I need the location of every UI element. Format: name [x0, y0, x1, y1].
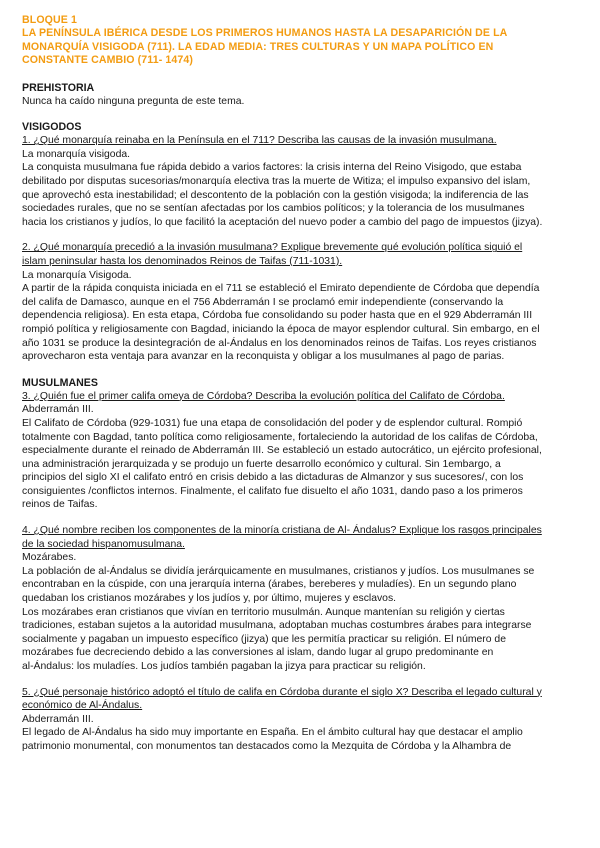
answer-line: mozárabes fue decreciendo debido a las conversiones al islam, dando lugar al grupo predominante en	[22, 647, 494, 659]
answer-4	[22, 565, 582, 674]
answer-line: El Califato de Córdoba (929-1031) fue una etapa de consolidación del poder y de esplendor cultural. Rompió	[22, 417, 523, 429]
answer-line: La población de al-Ándalus se dividía jerárquicamente en musulmanes, cristianos y judíos. Los musulmanes se	[22, 565, 535, 577]
answer-5	[22, 726, 582, 753]
answer-line: patrimonio monumental, con monumentos tan destacados como la Mezquita de Córdoba y la Alhambra de	[22, 740, 512, 752]
section-heading-visigodos: VISIGODOS	[22, 121, 82, 134]
answer-line: socialmente y pagaban un impuesto específico (jizya) que les permitía practicar su religión. El número de	[22, 633, 506, 645]
answer-line: dependencia religiosa). En esta etapa, Córdoba fue consolidando su poder hasta que en el 929 Abderramán III	[22, 310, 533, 322]
section-heading-musulmanes: MUSULMANES	[22, 376, 98, 389]
answer-line: aprovecharon esta ventaja para avanzar en la reconquista y obligar a los musulmanes al pago de parias.	[22, 351, 505, 363]
answer-line: principios del siglo XI el califato entró en crisis debido a las dictaduras de Almanzor y sus sucesores/, con los	[22, 472, 524, 484]
answer-line: reinos de Taifas.	[22, 499, 98, 511]
question-2-line-2: islam peninsular hasta los denominados Reinos de Taifas (711-1031).	[22, 255, 343, 267]
answer-line: sociedades rurales, que no se sentían afectadas por los cambios políticos; y la tolerancia de los musulmanes	[22, 203, 525, 215]
bloque-label: BLOQUE 1	[22, 14, 77, 26]
answer-line: La conquista musulmana fue rápida debido a varios factores: la crisis interna del Reino Visigodo, que estaba	[22, 162, 522, 174]
question-4-line-1: 4. ¿Qué nombre reciben los componentes de la minoría cristiana de Al- Ándalus? Explique los rasgos principales	[22, 525, 542, 537]
answer-line: totalmente con Bagdad, tanto política como religiosamente, fortaleciendo la autoridad de los califas de Córdoba,	[22, 431, 538, 443]
answer-line: Los mozárabes eran cristianos que vivían en territorio musulmán. Aunque mantenían su religión y ciertas	[22, 606, 505, 618]
question-1: 1. ¿Qué monarquía reinaba en la Península en el 711? Describa las causas de la invasión musulmana.	[22, 135, 497, 147]
answer-line: encontraban en la cúspide, con una jerarquía interna (árabes, bereberes y muladíes). En un segundo plano	[22, 579, 517, 591]
question-4-line-2: de la sociedad hispanomusulmana.	[22, 538, 185, 550]
short-answer-3: Abderramán III.	[22, 404, 94, 416]
question-3: 3. ¿Quién fue el primer califa omeya de Córdoba? Describa la evolución política del Califato de Córdoba.	[22, 390, 505, 402]
answer-line: tradiciones, estaban sujetos a la autoridad musulmana, adoptaban muchas costumbres árabes para integrarse	[22, 620, 532, 632]
answer-line: una administración jerarquizada y se produjo un fuerte desarrollo económico y cultural. Sin 1embargo, a	[22, 458, 501, 470]
short-answer-1: La monarquía visigoda.	[22, 148, 131, 160]
bloque-title	[22, 14, 582, 68]
section-heading-prehistoria: PREHISTORIA	[22, 81, 95, 94]
bloque-title-line: LA PENÍNSULA IBÉRICA DESDE LOS PRIMEROS HUMANOS HASTA LA DESAPARICIÓN DE LA	[22, 27, 508, 40]
answer-line: que aprovechó esta inestabilidad; el descontento de la población con la gestión visigoda; la indiferencia de las	[22, 189, 529, 201]
prehistoria-text: Nunca ha caído ninguna pregunta de este tema.	[22, 95, 245, 107]
short-answer-5: Abderramán III.	[22, 713, 94, 725]
bloque-title-line: CONSTANTE CAMBIO (711- 1474)	[22, 54, 193, 67]
question-5-line-2: económico de Al-Ándalus.	[22, 700, 143, 712]
bloque-title-line: MONARQUÍA VISIGODA (711). LA EDAD MEDIA: TRES CULTURAS Y UN MAPA POLÍTICO EN	[22, 40, 494, 53]
answer-line: consiguientes /conflictos internos. Finalmente, el califato fue disuelto el año 1031, dando paso a los primeros	[22, 485, 523, 497]
answer-line: hacia los cristianos y judíos, lo que facilitó la aceptación del nuevo poder a cambio del pago de impuestos (jizya).	[22, 216, 543, 228]
answer-line: debilitado por disputas sucesorias/monarquía electiva tras la muerte de Witiza; el impulso expansivo del islam,	[22, 176, 531, 187]
answer-3	[22, 417, 582, 512]
answer-line: del califa de Damasco, aunque en el 756 Abderramán I se proclamó emir independiente (conservando la	[22, 296, 504, 308]
answer-line: quedaban los cristianos mozárabes y los judíos y, por último, mujeres y esclavos.	[22, 593, 397, 605]
answer-2	[22, 282, 582, 364]
answer-line: rompió política y religiosamente con Bagdad, iniciando la época de mayor esplendor cultural. Sin embargo, en el	[22, 323, 540, 335]
answer-1	[22, 161, 582, 229]
answer-line: al-Ándalus: los muladíes. Los judíos también pagaban la jizya para practicar su religión.	[22, 661, 426, 672]
short-answer-4: Mozárabes.	[22, 552, 77, 564]
short-answer-2: La monarquía Visigoda.	[22, 269, 132, 281]
answer-line: año 1031 se produce la desintegración de al-Ándalus en los denominados reinos de Taifas. Los reyes cristianos	[22, 337, 537, 349]
answer-line: El legado de Al-Ándalus ha sido muy importante en España. En el ámbito cultural hay que destacar el amplio	[22, 727, 523, 739]
question-2-line-1: 2. ¿Qué monarquía precedió a la invasión musulmana? Explique brevemente qué evolución política siguió el	[22, 242, 523, 254]
answer-line: especialmente durante el reinado de Abderramán III. Se estableció un estado autocrático, un ejército profesional,	[22, 445, 542, 457]
answer-line: A partir de la rápida conquista iniciada en el 711 se estableció el Emirato dependiente de Córdoba que dependía	[22, 283, 540, 295]
question-5-line-1: 5. ¿Qué personaje histórico adoptó el título de califa en Córdoba durante el siglo X? Describa el legado cultural y	[22, 686, 542, 698]
